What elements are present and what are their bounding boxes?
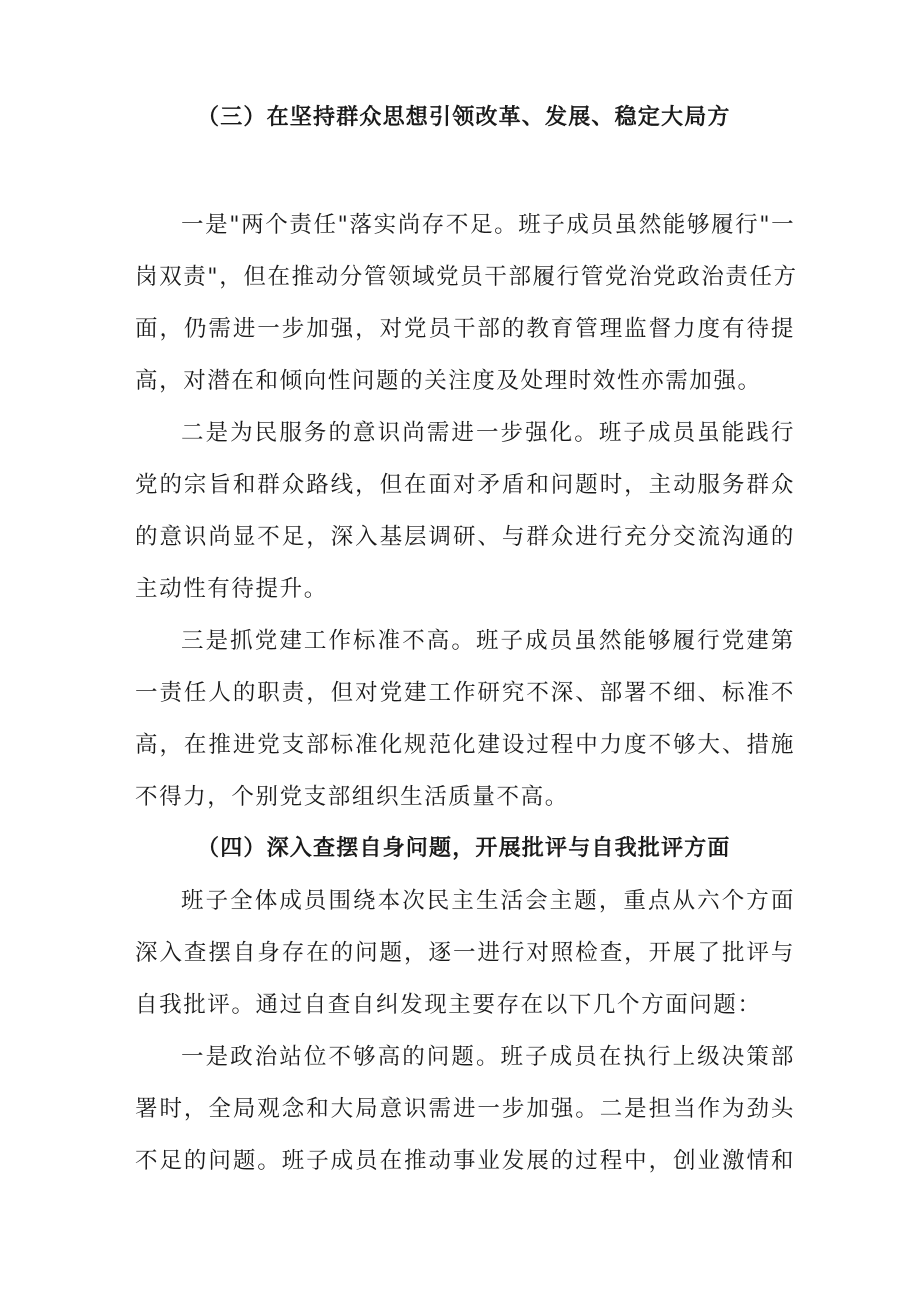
paragraph-line: 一是"两个责任"落实尚存不足。班子成员虽然能够履行"一 xyxy=(181,212,796,238)
paragraph-line: 深入查摆自身存在的问题，逐一进行对照检查，开展了批评与 xyxy=(135,940,795,966)
paragraph-line: 岗双责"，但在推动分管领域党员干部履行管党治党政治责任方 xyxy=(135,264,798,290)
paragraph-line: 一责任人的职责，但对党建工作研究不深、部署不细、标准不 xyxy=(135,680,795,706)
section-heading-3: （三）在坚持群众思想引领改革、发展、稳定大局方 xyxy=(197,105,731,130)
paragraph-line: 主动性有待提升。 xyxy=(135,576,328,602)
paragraph-line: 面，仍需进一步加强，对党员干部的教育管理监督力度有待提 xyxy=(135,316,795,342)
paragraph-line: 班子全体成员围绕本次民主生活会主题，重点从六个方面 xyxy=(181,888,795,914)
paragraph-line: 的意识尚显不足，深入基层调研、与群众进行充分交流沟通的 xyxy=(135,524,795,550)
paragraph-line: 不足的问题。班子成员在推动事业发展的过程中，创业激情和 xyxy=(135,1148,795,1174)
paragraph-line: 三是抓党建工作标准不高。班子成员虽然能够履行党建第 xyxy=(181,628,795,654)
paragraph-line: 二是为民服务的意识尚需进一步强化。班子成员虽能践行 xyxy=(181,420,795,446)
paragraph-line: 党的宗旨和群众路线，但在面对矛盾和问题时，主动服务群众 xyxy=(135,472,795,498)
paragraph-line: 高，对潜在和倾向性问题的关注度及处理时效性亦需加强。 xyxy=(135,368,762,394)
paragraph-line: 署时，全局观念和大局意识需进一步加强。二是担当作为劲头 xyxy=(135,1096,795,1122)
paragraph-line: 高，在推进党支部标准化规范化建设过程中力度不够大、措施 xyxy=(135,732,795,758)
paragraph-line: 自我批评。通过自查自纠发现主要存在以下几个方面问题： xyxy=(135,992,762,1018)
paragraph-line: 不得力，个别党支部组织生活质量不高。 xyxy=(135,784,569,810)
paragraph-line: 一是政治站位不够高的问题。班子成员在执行上级决策部 xyxy=(181,1044,795,1070)
section-heading-4: （四）深入查摆自身问题，开展批评与自我批评方面 xyxy=(197,836,731,861)
